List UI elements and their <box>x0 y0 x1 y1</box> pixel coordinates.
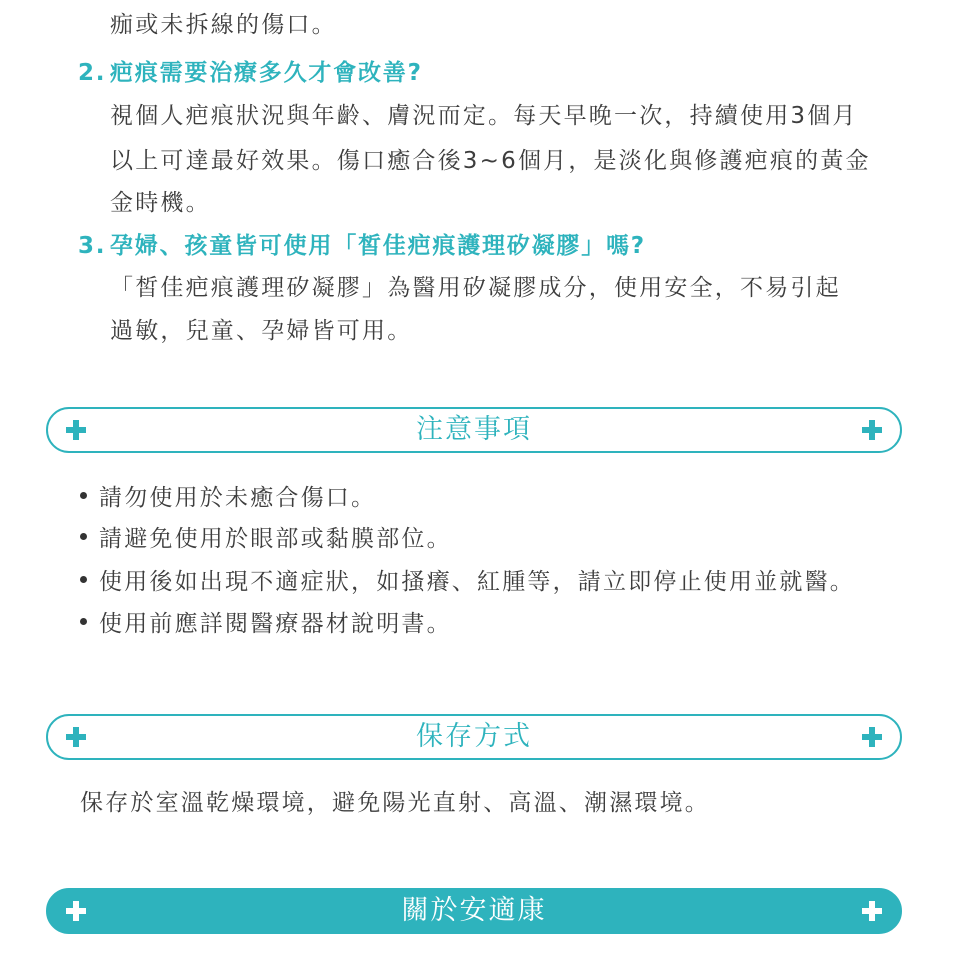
faq-answer-line: 痂或未拆線的傷口。 <box>110 12 337 38</box>
storage-section-title: 保存方式 <box>416 721 532 752</box>
bullet-dot <box>80 533 87 540</box>
notice-item <box>80 563 855 596</box>
faq-question-2 <box>78 54 423 87</box>
bullet-dot <box>80 618 87 625</box>
storage-text: 保存於室溫乾燥環境，避免陽光直射、高溫、潮濕環境。 <box>80 790 710 816</box>
bullet-dot <box>80 492 87 499</box>
faq-answer-line: 「皙佳疤痕護理矽凝膠」為醫用矽凝膠成分，使用安全，不易引起 <box>110 275 841 301</box>
notice-item-text: 使用前應詳閱醫療器材說明書。 <box>99 611 452 637</box>
faq-question-text: 孕婦、孩童皆可使用「皙佳疤痕護理矽凝膠」嗎? <box>110 233 646 259</box>
about-section-header[interactable] <box>46 888 902 934</box>
faq-question-text: 疤痕需要治療多久才會改善? <box>110 60 423 86</box>
faq-answer-line: 以上可達最好效果。傷口癒合後3~6個月，是淡化與修護疤痕的黃金 <box>110 148 871 174</box>
notice-section-header[interactable] <box>46 407 902 453</box>
faq-answer-line: 視個人疤痕狀況與年齡、膚況而定。每天早晚一次，持續使用3個月 <box>110 103 858 129</box>
notice-item-text: 請勿使用於未癒合傷口。 <box>99 485 377 511</box>
faq-answer-line: 金時機。 <box>110 190 211 216</box>
about-section-title: 關於安適康 <box>401 895 547 926</box>
faq-question-number: 2. <box>78 60 107 86</box>
notice-item <box>80 605 452 638</box>
faq-question-3 <box>78 227 646 260</box>
plus-icon[interactable] <box>862 901 882 921</box>
notice-section-title: 注意事項 <box>416 414 532 445</box>
notice-item-text: 使用後如出現不適症狀，如搔癢、紅腫等，請立即停止使用並就醫。 <box>99 569 855 595</box>
faq-question-number: 3. <box>78 233 107 259</box>
notice-item <box>80 520 452 553</box>
plus-icon[interactable] <box>862 727 882 747</box>
plus-icon[interactable] <box>862 420 882 440</box>
notice-item <box>80 479 376 512</box>
faq-answer-line: 過敏，兒童、孕婦皆可用。 <box>110 318 413 344</box>
notice-item-text: 請避免使用於眼部或黏膜部位。 <box>99 526 452 552</box>
bullet-dot <box>80 576 87 583</box>
storage-section-header[interactable] <box>46 714 902 760</box>
